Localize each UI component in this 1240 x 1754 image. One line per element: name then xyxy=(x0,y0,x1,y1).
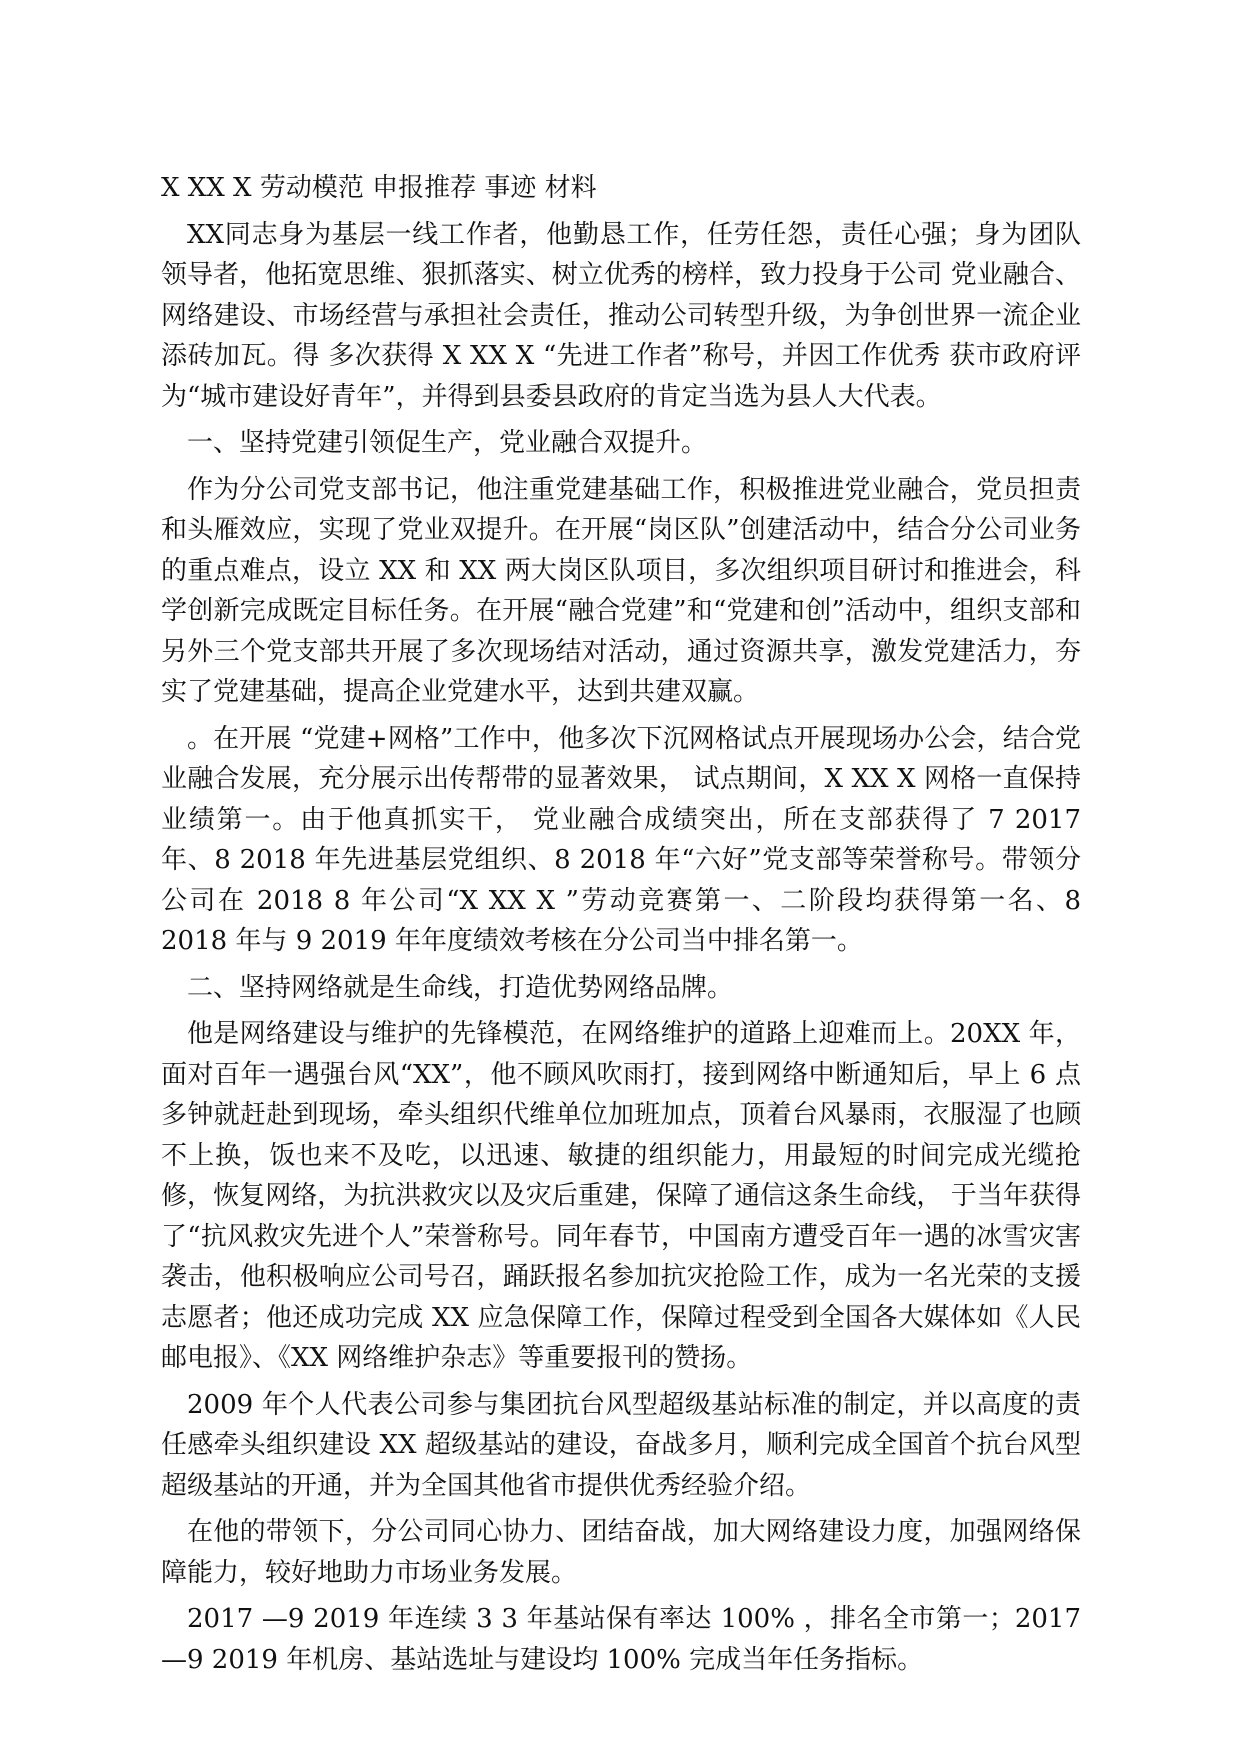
section-heading-network: 二、坚持网络就是生命线，打造优势网络品牌。 xyxy=(187,972,734,1003)
paragraph-leadership: 在他的带领下，分公司同心协力、团结奋战，加大网络建设力度，加强网络保障能力，较好地助力市场业务发展。 xyxy=(161,1517,1081,1588)
paragraph-party-branch: 作为分公司党支部书记，他注重党建基础工作，积极推进党业融合，党员担责和头雁效应，实现了党业双提升。在开展“岗区队”创建活动中，结合分公司业务的重点难点，设立 XX 和 XX 两大岗区队项目，多次组织项目研讨和推进会，科学创新完成既定目标任务。在开展“融合党建”和“党建和创”活动中，组织支部和另外三个党支部共开展了多次现场结对活动，通过资源共享，激发党建活力，夯实了党建基础，提高企业党建水平，达到共建双赢。 xyxy=(161,474,1081,707)
paragraph-super-base-station: 2009 年个人代表公司参与集团抗台风型超级基站标准的制定，并以高度的责任感牵头组织建设 XX 超级基站的建设，奋战多月，顺利完成全国首个抗台风型超级基站的开通，并为全国其他省市提供优秀经验介绍。 xyxy=(161,1389,1081,1501)
paragraph-intro: XX同志身为基层一线工作者，他勤恳工作，任劳任怨，责任心强；身为团队领导者，他拓宽思维、狠抓落实、树立优秀的榜样，致力投身于公司 党业融合、网络建设、市场经营与承担社会责任，推动公司转型升级，为争创世界一流企业添砖加瓦。得 多次获得 X XX X “先进工作者”称号，并因工作优秀 获市政府评为“城市建设好青年”，并得到县委县政府的肯定当选为县人大代表。 xyxy=(161,219,1081,412)
section-heading-party-building: 一、坚持党建引领促生产，党业融合双提升。 xyxy=(187,428,708,458)
document-body xyxy=(161,168,1081,1686)
paragraph-network-maintenance: 他是网络建设与维护的先锋模范，在网络维护的道路上迎难而上。20XX 年，面对百年一遇强台风“XX”，他不顾风吹雨打，接到网络中断通知后，早上 6 点多钟就赶赴到现场，牵头组织代维单位加班加点，顶着台风暴雨，衣服湿了也顾不上换，饭也来不及吃，以迅速、敏捷的组织能力，用最短的时间完成光缆抢修，恢复网络，为抗洪救灾以及灾后重建，保障了通信这条生命线， 于当年获得了“抗风救灾先进个人”荣誉称号。同年春节，中国南方遭受百年一遇的冰雪灾害袭击，他积极响应公司号召，踊跃报名参加抗灾抢险工作，成为一名光荣的支援志愿者；他还成功完成 XX 应急保障工作，保障过程受到全国各大媒体如《人民邮电报》、《XX 网络维护杂志》等重要报刊的赞扬。 xyxy=(161,1019,1081,1373)
document-title: X XX X 劳动模范 申报推荐 事迹 材料 xyxy=(161,173,597,203)
paragraph-statistics: 2017 —9 2019 年连续 3 3 年基站保有率达 100% ，排名全市第一；2017 —9 2019 年机房、基站选址与建设均 100% 完成当年任务指标。 xyxy=(161,1604,1081,1675)
paragraph-party-grid: 。在开展 “党建+网格”工作中，他多次下沉网格试点开展现场办公会，结合党业融合发展，充分展示出传帮带的显著效果， 试点期间，X XX X 网格一直保持业绩第一。由于他真抓实干， 党业融合成绩突出，所在支部获得了 7 2017 年、8 2018 年先进基层党组织、8 2018 年“六好”党支部等荣誉称号。带领分公司在 2018 8 年公司“X XX X ”劳动竞赛第一、二阶段均获得第一名、8 2018 年与 9 2019 年年度绩效考核在分公司当中排名第一。 xyxy=(161,723,1081,956)
